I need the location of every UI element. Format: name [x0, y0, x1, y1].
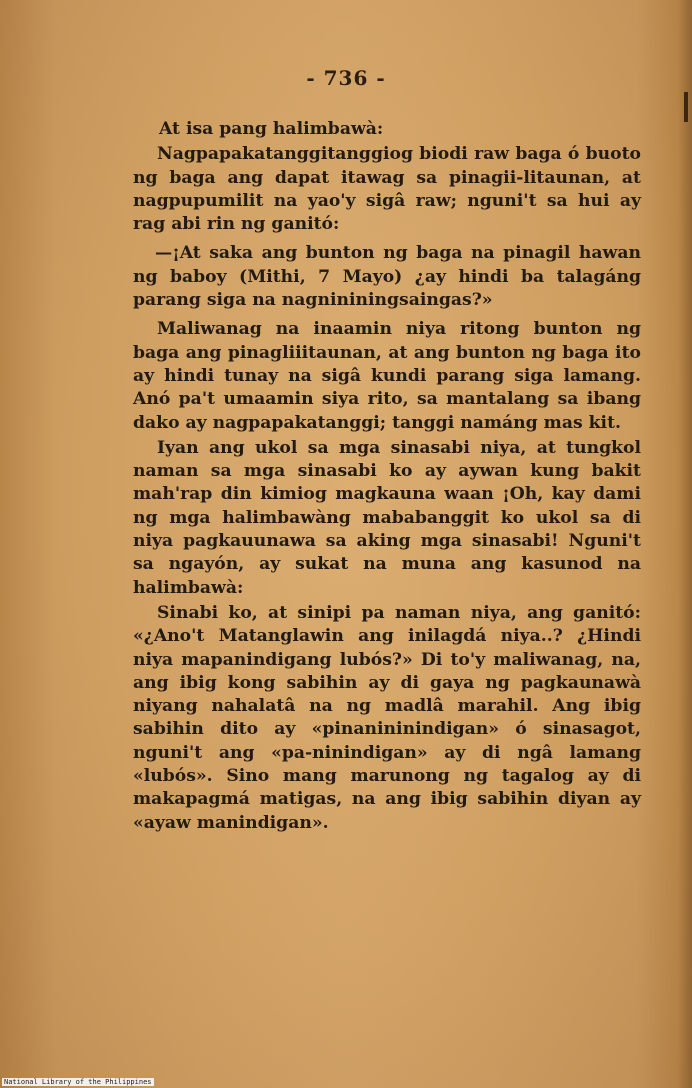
paragraph-intro: At isa pang halimbawà: [159, 119, 384, 139]
body-text [133, 118, 641, 837]
page-edge-shadow [678, 0, 692, 1088]
paragraph-1: Nagpapakatanggitanggiog biodi raw baga ó buoto ng baga ang dapat itawag sa pinagii-litaunan, at nagpupumilit na yao'y sigâ raw; nguni't sa hui ay rag abi rin ng ganitó: [133, 144, 641, 235]
page-number: - 736 - [306, 66, 386, 90]
paragraph-quote: —¡At saka ang bunton ng baga na pinagil hawan ng baboy (Mithi, 7 Mayo) ¿ay hindi ba talagáng parang siga na nagnininingsaingas?» [133, 243, 641, 311]
binding-mark [684, 92, 688, 122]
paragraph-3: Iyan ang ukol sa mga sinasabi niya, at tungkol naman sa mga sinasabi ko ay aywan kung bakit mah'rap din kimiog magkauna waan ¡Oh, kay dami ng mga halimbawàng mababanggit ko ukol sa di niya pagkauunawa sa aking mga sinasabi! Nguni't sa ngayón, ay sukat na muna ang kasunod na halimbawà: [133, 437, 641, 598]
library-stamp: National Library of the Philippines [4, 1078, 152, 1086]
paragraph-2: Maliwanag na inaamin niya ritong bunton ng baga ang pinagliiitaunan, at ang bunton ng baga ito ay hindi tunay na sigâ kundi parang siga lamang. Anó pa't umaamin siya rito, sa mantalang sa ibang dako ay nagpapakatanggi; tanggi namáng mas kit. [133, 319, 641, 433]
paragraph-4: Sinabi ko, at sinipi pa naman niya, ang ganitó: «¿Ano't Matanglawin ang inilagdá niya..? ¿Hindi niya mapanindigang lubós?» Di to'y maliwanag, na, ang ibig kong sabihin ay di gaya ng pagkaunawà niyang nahalatâ na ng madlâ marahil. Ang ibig sabihin dito ay «pinanininindigan» ó sinasagot, nguni't ang «pa-ninindigan» ay di ngâ lamang «lubós». Sino mang marunong ng tagalog ay di makapagmá matigas, na ang ibig sabihin diyan ay «ayaw manindigan». [133, 602, 641, 833]
